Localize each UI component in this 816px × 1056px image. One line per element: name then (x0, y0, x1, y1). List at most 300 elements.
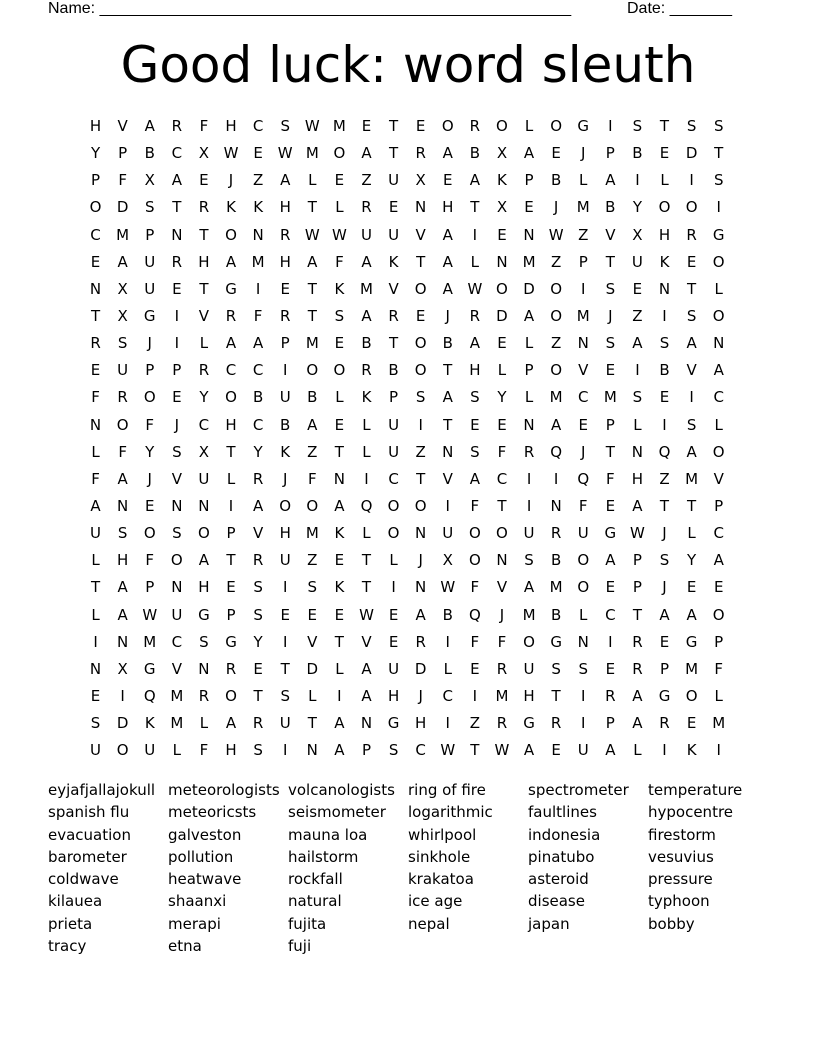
grid-cell: I (282, 578, 288, 597)
grid-cell: Q (658, 442, 671, 461)
word-list-item: volcanologists (288, 781, 395, 799)
grid-cell: S (686, 415, 697, 434)
grid-cell: O (225, 388, 237, 407)
grid-cell: S (470, 388, 480, 407)
grid-cell: V (171, 469, 182, 488)
grid-cell: A (523, 144, 535, 163)
grid-cell: T (470, 198, 480, 217)
grid-cell: E (253, 659, 263, 678)
grid-cell: R (361, 198, 372, 217)
grid-cell: Z (361, 171, 372, 190)
grid-cell: X (496, 198, 508, 217)
grid-cell: U (631, 252, 643, 271)
grid-cell: W (304, 225, 320, 244)
grid-cell: B (280, 415, 291, 434)
grid-cell: G (225, 279, 237, 298)
grid-cell: U (144, 252, 156, 271)
grid-cell: N (415, 524, 427, 543)
grid-cell: O (550, 361, 563, 380)
grid-cell: L (660, 171, 669, 190)
grid-cell: E (470, 659, 480, 678)
grid-cell: H (442, 198, 454, 217)
grid-cell: U (523, 659, 535, 678)
grid-cell: C (252, 117, 264, 135)
grid-cell: O (712, 306, 725, 325)
grid-cell: F (253, 306, 263, 325)
word-list-item: whirlpool (408, 825, 477, 844)
grid-cell: S (713, 171, 724, 190)
word-list-item: evacuation (48, 825, 131, 844)
grid-cell: S (686, 117, 697, 135)
grid-cell: C (171, 144, 183, 163)
grid-cell: A (632, 334, 643, 353)
grid-cell: Q (468, 605, 481, 624)
grid-cell: F (199, 741, 209, 760)
grid-cell: N (631, 442, 644, 461)
word-list-item: eyjafjallajokull (48, 781, 156, 799)
grid-cell: D (414, 659, 427, 678)
grid-cell: A (334, 496, 345, 515)
grid-cell: C (252, 415, 264, 434)
grid-cell: E (605, 659, 616, 678)
grid-cell: E (605, 496, 616, 515)
grid-cell: A (605, 741, 616, 760)
grid-cell: O (414, 496, 427, 515)
grid-cell: I (553, 469, 559, 488)
grid-cell: B (550, 551, 562, 570)
grid-cell: S (605, 279, 616, 298)
grid-cell: S (172, 442, 182, 461)
grid-cell: M (170, 686, 184, 705)
grid-cell: L (226, 469, 236, 488)
word-list-item: shaanxi (168, 892, 227, 911)
grid-cell: N (523, 225, 535, 244)
grid-cell: A (632, 496, 643, 515)
grid-cell: R (117, 388, 128, 407)
grid-cell: O (116, 415, 129, 434)
word-list-item: fujita (288, 914, 327, 933)
grid-cell: H (387, 686, 400, 705)
grid-cell: G (685, 632, 698, 651)
grid-cell: E (199, 171, 209, 190)
grid-cell: P (524, 361, 534, 380)
grid-cell: R (550, 714, 562, 733)
grid-cell: N (415, 198, 427, 217)
grid-cell: S (280, 117, 290, 135)
grid-cell: A (469, 469, 480, 488)
grid-cell: H (415, 714, 427, 733)
grid-cell: I (608, 632, 613, 651)
grid-cell: N (658, 279, 671, 298)
grid-cell: S (632, 117, 643, 135)
grid-cell: M (305, 334, 319, 353)
grid-cell: O (225, 686, 237, 705)
grid-cell: G (658, 686, 671, 705)
grid-cell: U (279, 551, 291, 570)
grid-cell: J (662, 578, 667, 597)
grid-cell: L (714, 415, 723, 434)
grid-cell: E (334, 415, 345, 434)
grid-cell: Y (687, 551, 697, 570)
grid-cell: F (714, 659, 724, 678)
grid-cell: U (117, 361, 129, 380)
grid-cell: A (415, 605, 426, 624)
grid-cell: E (334, 171, 345, 190)
grid-cell: T (172, 198, 182, 217)
word-list-item: typhoon (648, 892, 710, 911)
grid-cell: H (279, 198, 291, 217)
grid-cell: R (361, 361, 372, 380)
grid-cell: A (442, 144, 453, 163)
grid-cell: P (226, 605, 236, 624)
grid-cell: W (494, 741, 510, 760)
grid-cell: F (118, 171, 127, 190)
grid-cell: J (147, 469, 152, 488)
grid-cell: L (335, 659, 344, 678)
grid-cell: M (685, 469, 699, 488)
grid-cell: L (335, 388, 344, 407)
grid-cell: C (496, 469, 508, 488)
grid-cell: D (523, 279, 535, 298)
grid-cell: A (117, 469, 128, 488)
grid-cell: O (468, 551, 481, 570)
grid-cell: U (90, 524, 102, 543)
grid-cell: R (469, 117, 481, 135)
grid-cell: T (307, 279, 317, 298)
grid-cell: S (307, 578, 318, 597)
grid-cell: E (334, 605, 345, 624)
grid-cell: P (172, 361, 182, 380)
grid-cell: A (523, 578, 535, 597)
grid-cell: Y (90, 144, 101, 163)
grid-cell: O (306, 496, 319, 515)
grid-cell: S (280, 686, 290, 705)
grid-cell: A (171, 171, 182, 190)
grid-cell: E (659, 388, 670, 407)
grid-cell: R (686, 225, 697, 244)
grid-cell: K (144, 714, 155, 733)
grid-cell: A (713, 361, 724, 380)
grid-cell: O (712, 442, 725, 461)
grid-cell: Z (632, 306, 643, 325)
name-line: Name: _____________________________________________________ (48, 0, 572, 17)
grid-cell: R (225, 306, 237, 325)
grid-cell: L (579, 171, 588, 190)
grid-cell: O (712, 252, 725, 271)
grid-cell: L (389, 551, 398, 570)
grid-cell: L (199, 714, 209, 733)
grid-cell: F (578, 496, 588, 515)
grid-cell: O (143, 388, 156, 407)
grid-cell: A (225, 252, 237, 271)
grid-cell: N (523, 415, 535, 434)
grid-cell: F (91, 388, 100, 407)
grid-cell: B (442, 605, 453, 624)
grid-cell: R (252, 551, 264, 570)
grid-cell: B (605, 198, 616, 217)
grid-cell: N (577, 334, 589, 353)
grid-cell: E (578, 415, 588, 434)
grid-cell: W (548, 225, 564, 244)
grid-cell: G (387, 714, 400, 733)
word-list-item: natural (288, 892, 342, 911)
grid-cell: R (252, 714, 264, 733)
grid-cell: S (253, 741, 263, 760)
word-list-item: prieta (48, 914, 93, 933)
word-list-item (528, 935, 648, 957)
grid-cell: A (442, 388, 453, 407)
grid-cell: H (225, 415, 237, 434)
grid-cell: A (307, 252, 318, 271)
grid-cell: W (630, 524, 645, 543)
grid-cell: J (553, 198, 559, 217)
grid-cell: E (497, 334, 507, 353)
grid-cell: X (415, 171, 426, 190)
grid-cell: V (496, 578, 508, 597)
grid-cell: J (147, 334, 152, 353)
grid-cell: C (171, 632, 183, 651)
grid-cell: V (252, 524, 264, 543)
word-list-item: disease (528, 892, 585, 911)
grid-cell: F (118, 442, 127, 461)
grid-cell: S (90, 714, 101, 733)
grid-cell: S (605, 334, 616, 353)
grid-cell: O (333, 361, 346, 380)
grid-cell: U (523, 524, 535, 543)
grid-cell: I (662, 306, 667, 325)
grid-cell: Y (632, 198, 642, 217)
grid-cell: M (360, 279, 373, 298)
grid-cell: R (496, 714, 508, 733)
grid-cell: M (332, 117, 346, 135)
grid-cell: K (659, 252, 670, 271)
grid-cell: C (90, 225, 101, 244)
grid-cell: S (524, 551, 534, 570)
grid-cell: S (470, 442, 480, 461)
grid-cell: G (604, 524, 617, 543)
grid-cell: G (143, 306, 156, 325)
grid-cell: C (713, 524, 724, 543)
grid-cell: T (605, 442, 615, 461)
grid-cell: K (334, 524, 345, 543)
grid-cell: K (253, 198, 264, 217)
word-list-item: seismometer (288, 803, 386, 822)
word-list-item: heatwave (168, 870, 242, 889)
grid-cell: A (334, 741, 345, 760)
word-list-item: fuji (288, 937, 312, 956)
grid-cell: T (361, 578, 372, 597)
grid-cell: L (335, 198, 344, 217)
grid-cell: P (280, 334, 290, 353)
grid-cell: E (172, 279, 182, 298)
grid-cell: A (334, 714, 345, 733)
grid-cell: E (226, 578, 236, 597)
grid-cell: R (605, 686, 616, 705)
grid-cell: O (685, 686, 698, 705)
grid-cell: S (551, 659, 561, 678)
grid-cell: G (523, 714, 535, 733)
grid-cell: P (389, 388, 399, 407)
grid-cell: E (443, 171, 453, 190)
grid-cell: T (687, 279, 697, 298)
word-list-item: hypocentre (648, 803, 734, 822)
grid-cell: F (470, 496, 480, 515)
grid-cell: T (443, 415, 453, 434)
grid-cell: A (442, 252, 453, 271)
grid-cell: G (143, 659, 156, 678)
grid-cell: I (228, 496, 234, 515)
grid-cell: E (659, 632, 670, 651)
grid-cell: S (578, 659, 588, 678)
grid-cell: I (662, 415, 667, 434)
grid-cell: I (174, 334, 180, 353)
grid-cell: O (387, 496, 400, 515)
grid-cell: R (469, 306, 481, 325)
grid-cell: X (496, 144, 508, 163)
grid-cell: F (470, 632, 480, 651)
grid-cell: E (470, 415, 480, 434)
grid-cell: A (686, 334, 697, 353)
word-list-item: merapi (168, 914, 221, 933)
grid-cell: I (608, 117, 613, 135)
grid-cell: W (467, 279, 483, 298)
grid-cell: E (90, 361, 101, 380)
grid-cell: T (307, 306, 317, 325)
grid-cell: L (687, 524, 696, 543)
grid-cell: T (307, 714, 317, 733)
grid-cell: I (282, 632, 288, 651)
grid-cell: D (116, 714, 129, 733)
grid-cell: B (659, 361, 670, 380)
grid-cell: T (687, 496, 697, 515)
grid-cell: L (524, 388, 534, 407)
grid-cell: R (632, 659, 643, 678)
grid-cell: I (716, 741, 721, 760)
grid-cell: R (415, 144, 426, 163)
grid-cell: F (470, 578, 480, 597)
grid-cell: X (117, 659, 128, 678)
grid-cell: A (361, 686, 372, 705)
word-list (48, 779, 768, 957)
grid-cell: J (499, 605, 505, 624)
grid-cell: U (279, 388, 291, 407)
grid-cell: P (145, 361, 155, 380)
grid-cell: N (171, 225, 183, 244)
grid-cell: D (685, 144, 698, 163)
grid-cell: I (689, 171, 694, 190)
grid-cell: T (714, 144, 724, 163)
grid-cell: P (605, 415, 615, 434)
grid-cell: M (143, 632, 157, 651)
grid-cell: I (716, 198, 721, 217)
grid-cell: X (117, 279, 128, 298)
word-list-item: etna (168, 937, 202, 956)
word-list-item (648, 935, 768, 957)
grid-cell: L (714, 279, 723, 298)
grid-cell: H (658, 225, 671, 244)
grid-cell: A (117, 578, 128, 597)
grid-cell: R (279, 225, 291, 244)
grid-cell: Y (199, 388, 209, 407)
grid-cell: E (497, 415, 507, 434)
grid-cell: R (659, 714, 670, 733)
grid-cell: W (223, 144, 239, 163)
grid-cell: Y (253, 632, 263, 651)
grid-cell: N (117, 632, 129, 651)
grid-cell: E (686, 252, 697, 271)
grid-cell: E (686, 578, 697, 597)
grid-cell: P (578, 252, 588, 271)
grid-cell: M (576, 198, 590, 217)
grid-cell: O (658, 198, 671, 217)
grid-cell: O (414, 334, 427, 353)
grid-cell: H (225, 741, 237, 760)
grid-cell: E (497, 225, 507, 244)
grid-cell: X (442, 551, 453, 570)
grid-cell: M (522, 252, 536, 271)
grid-cell: V (117, 117, 128, 135)
grid-cell: F (91, 469, 100, 488)
grid-cell: O (89, 198, 102, 217)
word-list-item: temperature (648, 781, 743, 799)
grid-cell: I (93, 632, 98, 651)
grid-cell: N (306, 741, 318, 760)
grid-cell: I (581, 279, 586, 298)
grid-cell: U (90, 741, 102, 760)
grid-cell: R (550, 524, 562, 543)
grid-cell: N (496, 252, 508, 271)
grid-cell: J (608, 306, 613, 325)
grid-cell: L (524, 334, 534, 353)
grid-cell: R (171, 252, 183, 271)
grid-cell: I (282, 741, 288, 760)
grid-cell: W (440, 741, 456, 760)
grid-cell: M (305, 144, 319, 163)
grid-cell: A (469, 334, 480, 353)
grid-cell: X (117, 306, 128, 325)
grid-cell: V (605, 225, 616, 244)
grid-cell: L (308, 686, 317, 705)
grid-cell: I (445, 714, 450, 733)
grid-cell: S (415, 388, 426, 407)
grid-cell: N (89, 279, 102, 298)
grid-cell: W (304, 117, 320, 135)
grid-cell: J (174, 415, 180, 434)
word-list-item: vesuvius (648, 847, 714, 866)
grid-cell: R (415, 632, 426, 651)
word-list-item: galveston (168, 825, 242, 844)
grid-cell: E (90, 252, 101, 271)
grid-cell: E (605, 578, 616, 597)
grid-cell: T (416, 469, 426, 488)
grid-cell: N (117, 496, 129, 515)
grid-cell: T (659, 496, 670, 515)
word-list-item: hailstorm (288, 847, 359, 866)
grid-cell: A (252, 496, 264, 515)
grid-cell: B (632, 144, 643, 163)
grid-cell: N (198, 496, 210, 515)
grid-cell: I (255, 279, 261, 298)
grid-cell: U (577, 741, 589, 760)
grid-cell: J (418, 686, 423, 705)
grid-cell: T (659, 117, 670, 135)
grid-cell: V (361, 632, 372, 651)
grid-cell: U (388, 171, 400, 190)
grid-cell: V (198, 306, 210, 325)
grid-cell: A (90, 496, 101, 515)
grid-cell: T (199, 225, 209, 244)
grid-cell: T (280, 659, 290, 678)
